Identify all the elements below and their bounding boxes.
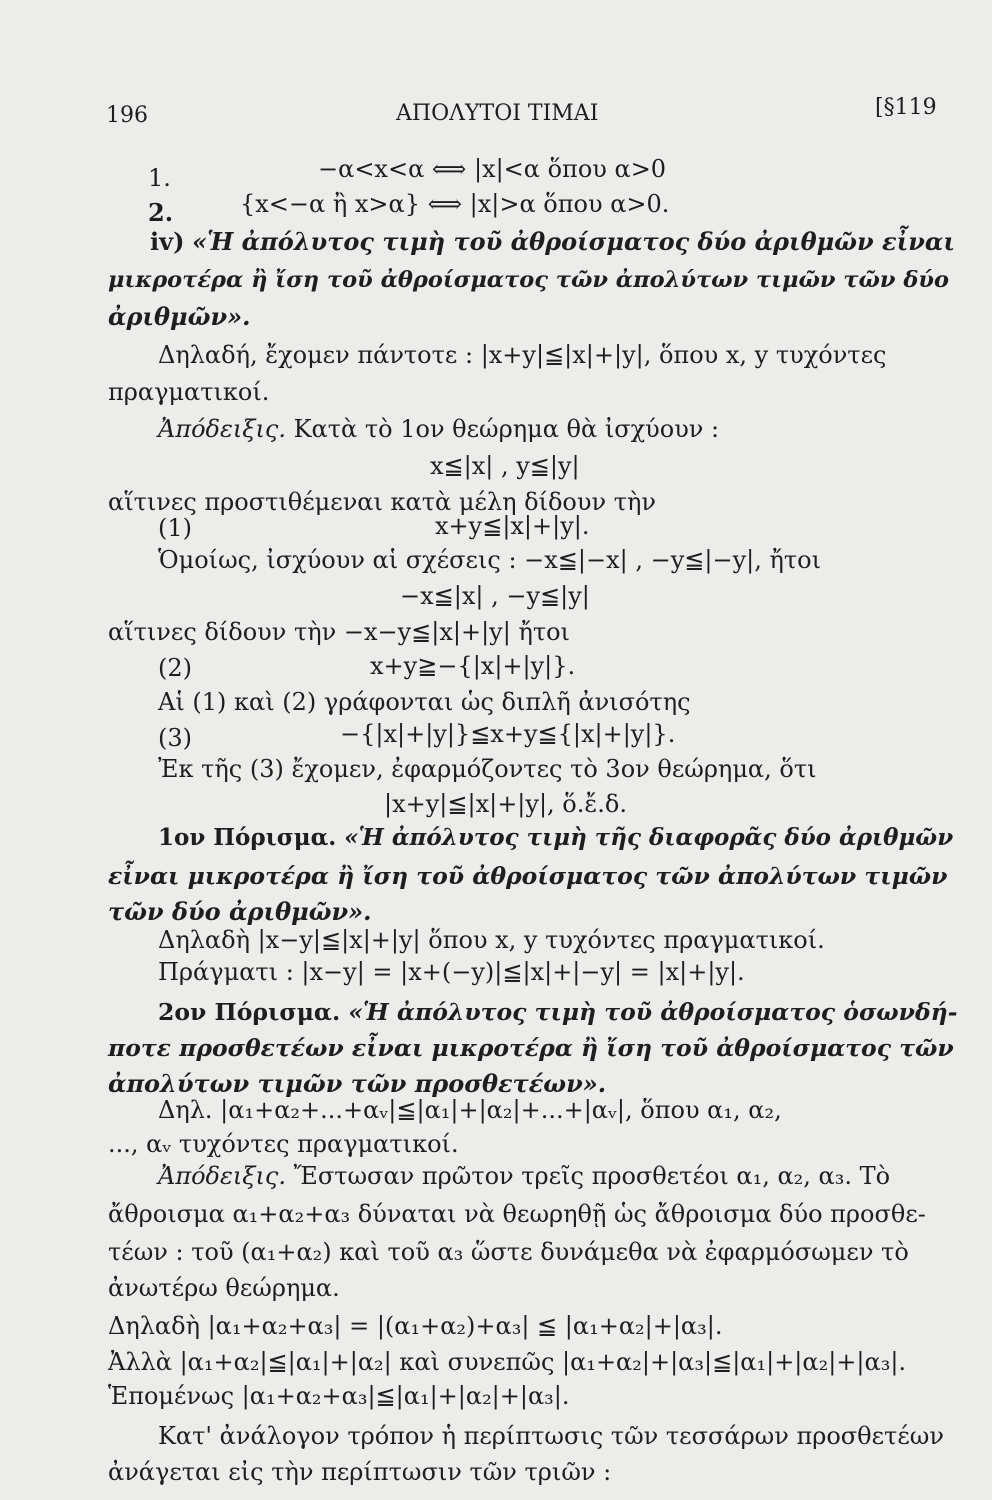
text-line: αἵτινες προστιθέμεναι κατὰ μέλη δίδουν τὴν (108, 488, 656, 516)
text-line: ἀνάγεται εἰς τὴν περίπτωσιν τῶν τριῶν : (108, 1458, 612, 1486)
page-number: 196 (106, 103, 148, 128)
proof-label: Ἀπόδειξις. (158, 1162, 286, 1190)
case-2-number: 2. (148, 198, 174, 227)
text-line: Πράγματι : |x−y| = |x+(−y)|≦|x|+|−y| = |x|+|y|. (158, 958, 745, 986)
corollary-1-statement: «Ἡ ἀπόλυτος τιμὴ τῆς διαφορᾶς δύο ἀριθμῶν (336, 824, 954, 851)
text-line: Ἀλλὰ |α₁+α₂|≦|α₁|+|α₂| καὶ συνεπῶς |α₁+α₂|+|α₃|≦|α₁|+|α₂|+|α₃|. (108, 1348, 907, 1376)
text-line: ..., αᵥ τυχόντες πραγματικοί. (108, 1130, 459, 1158)
formula: x+y≧−{|x|+|y|}. (370, 652, 576, 680)
case-2-formula: {x<−α ἢ x>α} ⟺ |x|>α ὅπου α>0. (240, 190, 670, 218)
corollary-1 (158, 822, 953, 854)
formula: −x≦|x| , −y≦|y| (400, 582, 590, 610)
text-line: ἄθροισμα α₁+α₂+α₃ δύναται νὰ θεωρηθῇ ὡς ἄθροισμα δύο προσθε- (108, 1200, 926, 1228)
text-line: Δηλαδή, ἔχομεν πάντοτε : |x+y|≦|x|+|y|, ὅπου x, y τυχόντες (158, 341, 887, 369)
corollary-1-statement-cont: εἶναι μικροτέρα ἢ ἴση τοῦ ἀθροίσματος τῶν ἀπολύτων τιμῶν (108, 862, 948, 890)
corollary-2-label: 2ον Πόρισμα. (158, 998, 341, 1026)
proof-line (158, 1160, 890, 1192)
case-1-number: 1. (148, 164, 171, 192)
property-iv (150, 226, 955, 258)
proof-text: Κατὰ τὸ 1ον θεώρημα θὰ ἰσχύουν : (286, 415, 720, 443)
formula: |x+y|≦|x|+|y|, ὅ.ἔ.δ. (384, 790, 627, 818)
corollary-1-statement-end: τῶν δύο ἀριθμῶν». (108, 897, 372, 926)
property-iv-statement-cont: μικροτέρα ἢ ἴση τοῦ ἀθροίσματος τῶν ἀπολύτων τιμῶν τῶν δύο (108, 267, 949, 293)
corollary-1-label: 1ον Πόρισμα. (158, 824, 337, 851)
corollary-2-statement: «Ἡ ἀπόλυτος τιμὴ τοῦ ἀθροίσματος ὁσωνδή- (340, 998, 958, 1026)
proof-label: Ἀπόδειξις. (158, 415, 286, 443)
section-number: [§119 (875, 95, 937, 120)
property-iv-statement: «Ἡ ἀπόλυτος τιμὴ τοῦ ἀθροίσματος δύο ἀριθμῶν εἶναι (192, 227, 955, 256)
property-iv-label: iv) (150, 227, 185, 256)
equation-number: (3) (158, 724, 192, 752)
text-line: Ὁμοίως, ἰσχύουν αἱ σχέσεις : −x≦|−x| , −y≦|−y|, ἤτοι (158, 546, 821, 574)
formula: −{|x|+|y|}≦x+y≦{|x|+|y|}. (340, 720, 676, 748)
proof-text: Ἔστωσαν πρῶτον τρεῖς προσθετέοι α₁, α₂, α₃. Τὸ (286, 1162, 891, 1190)
case-1-formula: −α<x<α ⟺ |x|<α ὅπου α>0 (318, 155, 667, 183)
proof-line (158, 413, 719, 445)
formula: x+y≦|x|+|y|. (435, 512, 590, 540)
text-line: Ἐκ τῆς (3) ἔχομεν, ἐφαρμόζοντες τὸ 3ον θεώρημα, ὅτι (158, 755, 817, 783)
text-line: Δηλαδὴ |α₁+α₂+α₃| = |(α₁+α₂)+α₃| ≦ |α₁+α₂|+|α₃|. (108, 1312, 723, 1340)
equation-number: (1) (158, 514, 192, 542)
formula: x≦|x| , y≦|y| (430, 452, 580, 480)
property-iv-statement-end: ἀριθμῶν». (108, 302, 251, 331)
text-line: Κατ' ἀνάλογον τρόπον ἡ περίπτωσις τῶν τεσσάρων προσθετέων (158, 1422, 944, 1450)
text-line: αἵτινες δίδουν τὴν −x−y≦|x|+|y| ἤτοι (108, 618, 570, 646)
corollary-2-statement-end: ἀπολύτων τιμῶν τῶν προσθετέων». (108, 1069, 607, 1098)
corollary-2-statement-cont: ποτε προσθετέων εἶναι μικροτέρα ἢ ἴση τοῦ ἀθροίσματος τῶν (108, 1034, 954, 1062)
corollary-2 (158, 996, 958, 1028)
text-line: Αἱ (1) καὶ (2) γράφονται ὡς διπλῆ ἀνισότης (158, 688, 691, 716)
text-line: Ἑπομένως |α₁+α₂+α₃|≦|α₁|+|α₂|+|α₃|. (108, 1382, 570, 1410)
text-line: Δηλ. |α₁+α₂+...+αᵥ|≦|α₁|+|α₂|+...+|αᵥ|, ὅπου α₁, α₂, (158, 1096, 782, 1124)
text-line: ἀνωτέρω θεώρημα. (108, 1274, 340, 1302)
text-line: πραγματικοί. (108, 378, 270, 406)
text-line: Δηλαδὴ |x−y|≦|x|+|y| ὅπου x, y τυχόντες πραγματικοί. (158, 926, 825, 954)
text-line: τέων : τοῦ (α₁+α₂) καὶ τοῦ α₃ ὥστε δυνάμεθα νὰ ἐφαρμόσωμεν τὸ (108, 1238, 909, 1266)
running-title: ΑΠΟΛΥΤΟΙ ΤΙΜΑΙ (396, 101, 599, 126)
equation-number: (2) (158, 654, 192, 682)
